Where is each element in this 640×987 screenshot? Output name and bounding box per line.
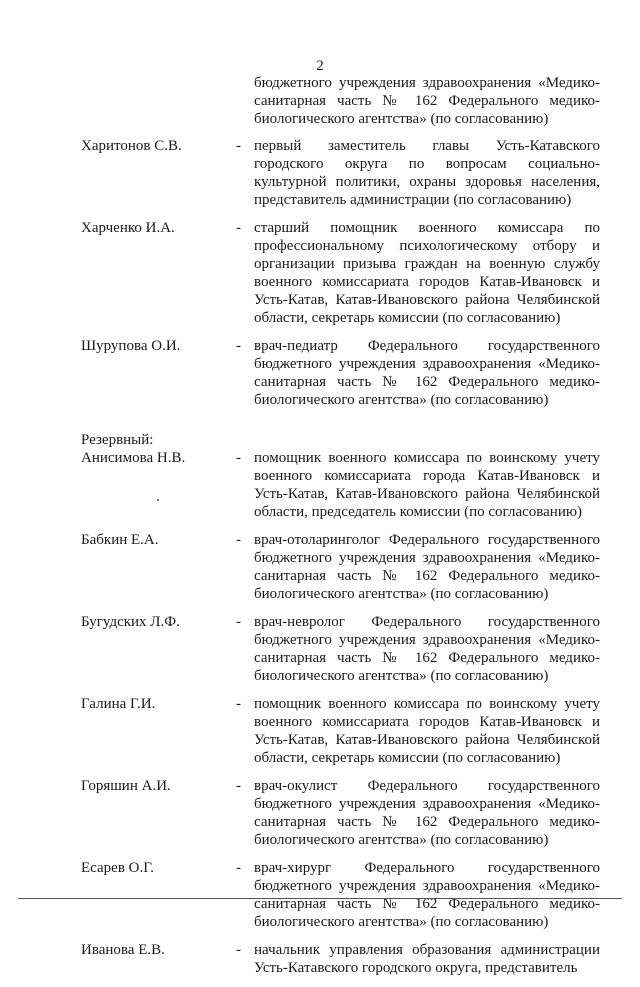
dash-separator: - <box>236 778 241 794</box>
dash-separator: - <box>236 860 241 876</box>
continuation-text: бюджетного учреждения здравоохранения «Медико-санитарная часть № 162 Федерального медико-биологического агентства» (по согласованию) <box>254 75 600 127</box>
dash-separator: - <box>236 942 241 958</box>
reserve-entry <box>0 941 640 977</box>
continuation-entry <box>0 74 640 128</box>
reserve-heading: Резервный: <box>81 432 154 448</box>
member-description: старший помощник военного комиссара по профессиональному психологическому отбору и организации призыва граждан на военную службу военного комиссариата городов Катав-Ивановск и Усть-Катав, Катав-Ивановского района Челябинской области, секретарь комиссии (по согласованию) <box>254 220 600 326</box>
dash-separator: - <box>236 138 241 154</box>
member-name: Есарев О.Г. <box>81 860 154 876</box>
reserve-entry <box>0 449 640 521</box>
member-name: Бугудских Л.Ф. <box>81 614 180 630</box>
member-description: врач-педиатр Федерального государственного бюджетного учреждения здравоохранения «Медико-санитарная часть № 162 Федерального медико-биологического агентства» (по согласованию) <box>254 338 600 408</box>
member-entry <box>0 137 640 209</box>
dash-separator: - <box>236 614 241 630</box>
member-description: врач-отоларинголог Федерального государственного бюджетного учреждения здравоохранения «Медико-санитарная часть № 162 Федерального медико-биологического агентства» (по согласованию) <box>254 532 600 602</box>
member-description: врач-хирург Федерального государственного бюджетного учреждения здравоохранения «Медико-санитарная часть № 162 Федерального медико-биологического агентства» (по согласованию) <box>254 860 600 930</box>
member-name: Галина Г.И. <box>81 696 156 712</box>
dash-separator: - <box>236 532 241 548</box>
member-name: Шурупова О.И. <box>81 338 181 354</box>
commission-list <box>0 74 640 987</box>
dash-separator: - <box>236 338 241 354</box>
bottom-edge-line <box>18 898 622 899</box>
member-name: Анисимова Н.В. <box>81 450 186 466</box>
member-entry <box>0 337 640 409</box>
reserve-entry <box>0 695 640 767</box>
page-number: 2 <box>316 58 324 74</box>
reserve-entry <box>0 777 640 849</box>
member-description: первый заместитель главы Усть-Катавского городского округа по вопросам социально-культурной политики, охраны здоровья населения, представитель администрации (по согласованию) <box>254 138 600 208</box>
member-name: Бабкин Е.А. <box>81 532 159 548</box>
member-description: помощник военного комиссара по воинскому учету военного комиссариата города Катав-Ивановск и Усть-Катав, Катав-Ивановского района Челябинской области, председатель комиссии (по согласованию) <box>254 450 600 520</box>
member-name: Иванова Е.В. <box>81 942 165 958</box>
spacer <box>0 419 640 431</box>
reserve-entry <box>0 613 640 685</box>
dash-separator: - <box>236 696 241 712</box>
member-description: начальник управления образования администрации Усть-Катавского городского округа, представитель <box>254 942 600 976</box>
member-description: врач-окулист Федерального государственного бюджетного учреждения здравоохранения «Медико-санитарная часть № 162 Федерального медико-биологического агентства» (по согласованию) <box>254 778 600 848</box>
member-entry <box>0 219 640 327</box>
member-name: Харченко И.А. <box>81 220 175 236</box>
member-name: Харитонов С.В. <box>81 138 182 154</box>
reserve-entry <box>0 859 640 931</box>
member-name: Горяшин А.И. <box>81 778 171 794</box>
member-description: помощник военного комиссара по воинскому учету военного комиссариата городов Катав-Ивановск и Усть-Катав, Катав-Ивановского района Челябинской области, секретарь комиссии (по согласованию) <box>254 696 600 766</box>
scan-speck <box>157 499 159 501</box>
member-description: врач-невролог Федерального государственного бюджетного учреждения здравоохранения «Медико-санитарная часть № 162 Федерального медико-биологического агентства» (по согласованию) <box>254 614 600 684</box>
dash-separator: - <box>236 450 241 466</box>
dash-separator: - <box>236 220 241 236</box>
reserve-entry <box>0 531 640 603</box>
